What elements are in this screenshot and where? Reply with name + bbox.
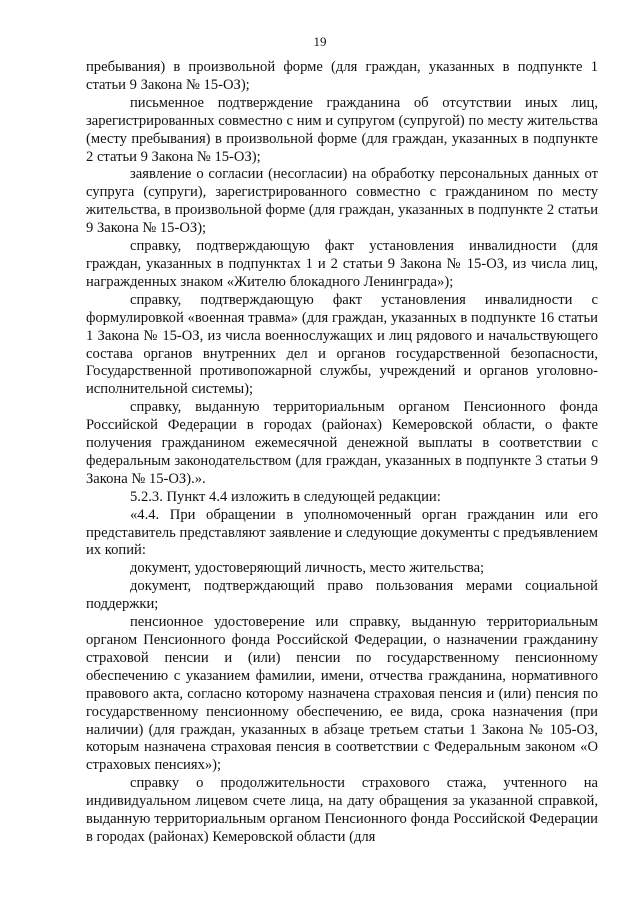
paragraph: документ, удостоверяющий личность, место жительства;	[130, 560, 485, 577]
paragraph: справку, подтверждающую факт установления инвалидности (для граждан, указанных в подпунктах 1 и 2 статьи 9 Закона № 15-ОЗ, из числа лиц, награжденных знаком «Жителю блокадного Ленинграда»);	[86, 238, 598, 290]
paragraph: документ, подтверждающий право пользования мерами социальной поддержки;	[86, 578, 598, 613]
paragraph: 5.2.3. Пункт 4.4 изложить в следующей редакции:	[130, 488, 441, 505]
paragraph: заявление о согласии (несогласии) на обработку персональных данных от супруга (супруги), зарегистрированного совместно с гражданином по месту жительства, в произвольной форме (для граждан, указанных в подпункте 2 статьи 9 Закона № 15-ОЗ);	[86, 166, 598, 237]
paragraph: «4.4. При обращении в уполномоченный орган гражданин или его представитель представляют заявление и следующие документы с предъявлением их копий:	[86, 506, 598, 559]
page-number: 19	[313, 34, 327, 49]
paragraph: справку, подтверждающую факт установления инвалидности с формулировкой «военная травма» (для граждан, указанных в подпункте 16 статьи 1 Закона № 15-ОЗ, из числа военнослужащих и лиц рядового и начальствующего состава органов внутренних дел и органов государственной безопасности, Государственной противопожарной службы, учреждений и органов уголовно-исполнительной системы);	[86, 291, 598, 398]
paragraph: справку, выданную территориальным органом Пенсионного фонда Российской Федерации в городах (районах) Кемеровской области, о факте получения гражданином ежемесячной денежной выплаты в соответствии с федеральным законодательством (для граждан, указанных в подпункте 3 статьи 9 Закона № 15-ОЗ).».	[86, 399, 598, 487]
paragraph: письменное подтверждение гражданина об отсутствии иных лиц, зарегистрированных совместно с ним и супругом (супругой) по месту жительства (месту пребывания) в произвольной форме (для граждан, указанных в подпункте 2 статьи 9 Закона № 15-ОЗ);	[86, 94, 598, 165]
document-body	[86, 59, 598, 847]
paragraph: пребывания) в произвольной форме (для граждан, указанных в подпункте 1 статьи 9 Закона № 15-ОЗ);	[86, 59, 598, 93]
paragraph: пенсионное удостоверение или справку, выданную территориальным органом Пенсионного фонда Российской Федерации, о назначении гражданину страховой пенсии и (или) пенсии по государственному пенсионному обеспечению с указанием фамилии, имени, отчества гражданина, нормативного правового акта, согласно которому назначена страховая пенсия и (или) пенсия по государственному пенсионному обеспечению, ее вида, срока назначения (при наличии) (для граждан, указанных в абзаце третьем статьи 1 Закона № 105-ОЗ, которым назначена страховая пенсия в соответствии с Федеральным законом «О страховых пенсиях»);	[86, 614, 598, 774]
paragraph: справку о продолжительности страхового стажа, учтенного на индивидуальном лицевом счете лица, на дату обращения за указанной справкой, выданную территориальным органом Пенсионного фонда Российской Федерации в городах (районах) Кемеровской области (для	[86, 775, 598, 845]
